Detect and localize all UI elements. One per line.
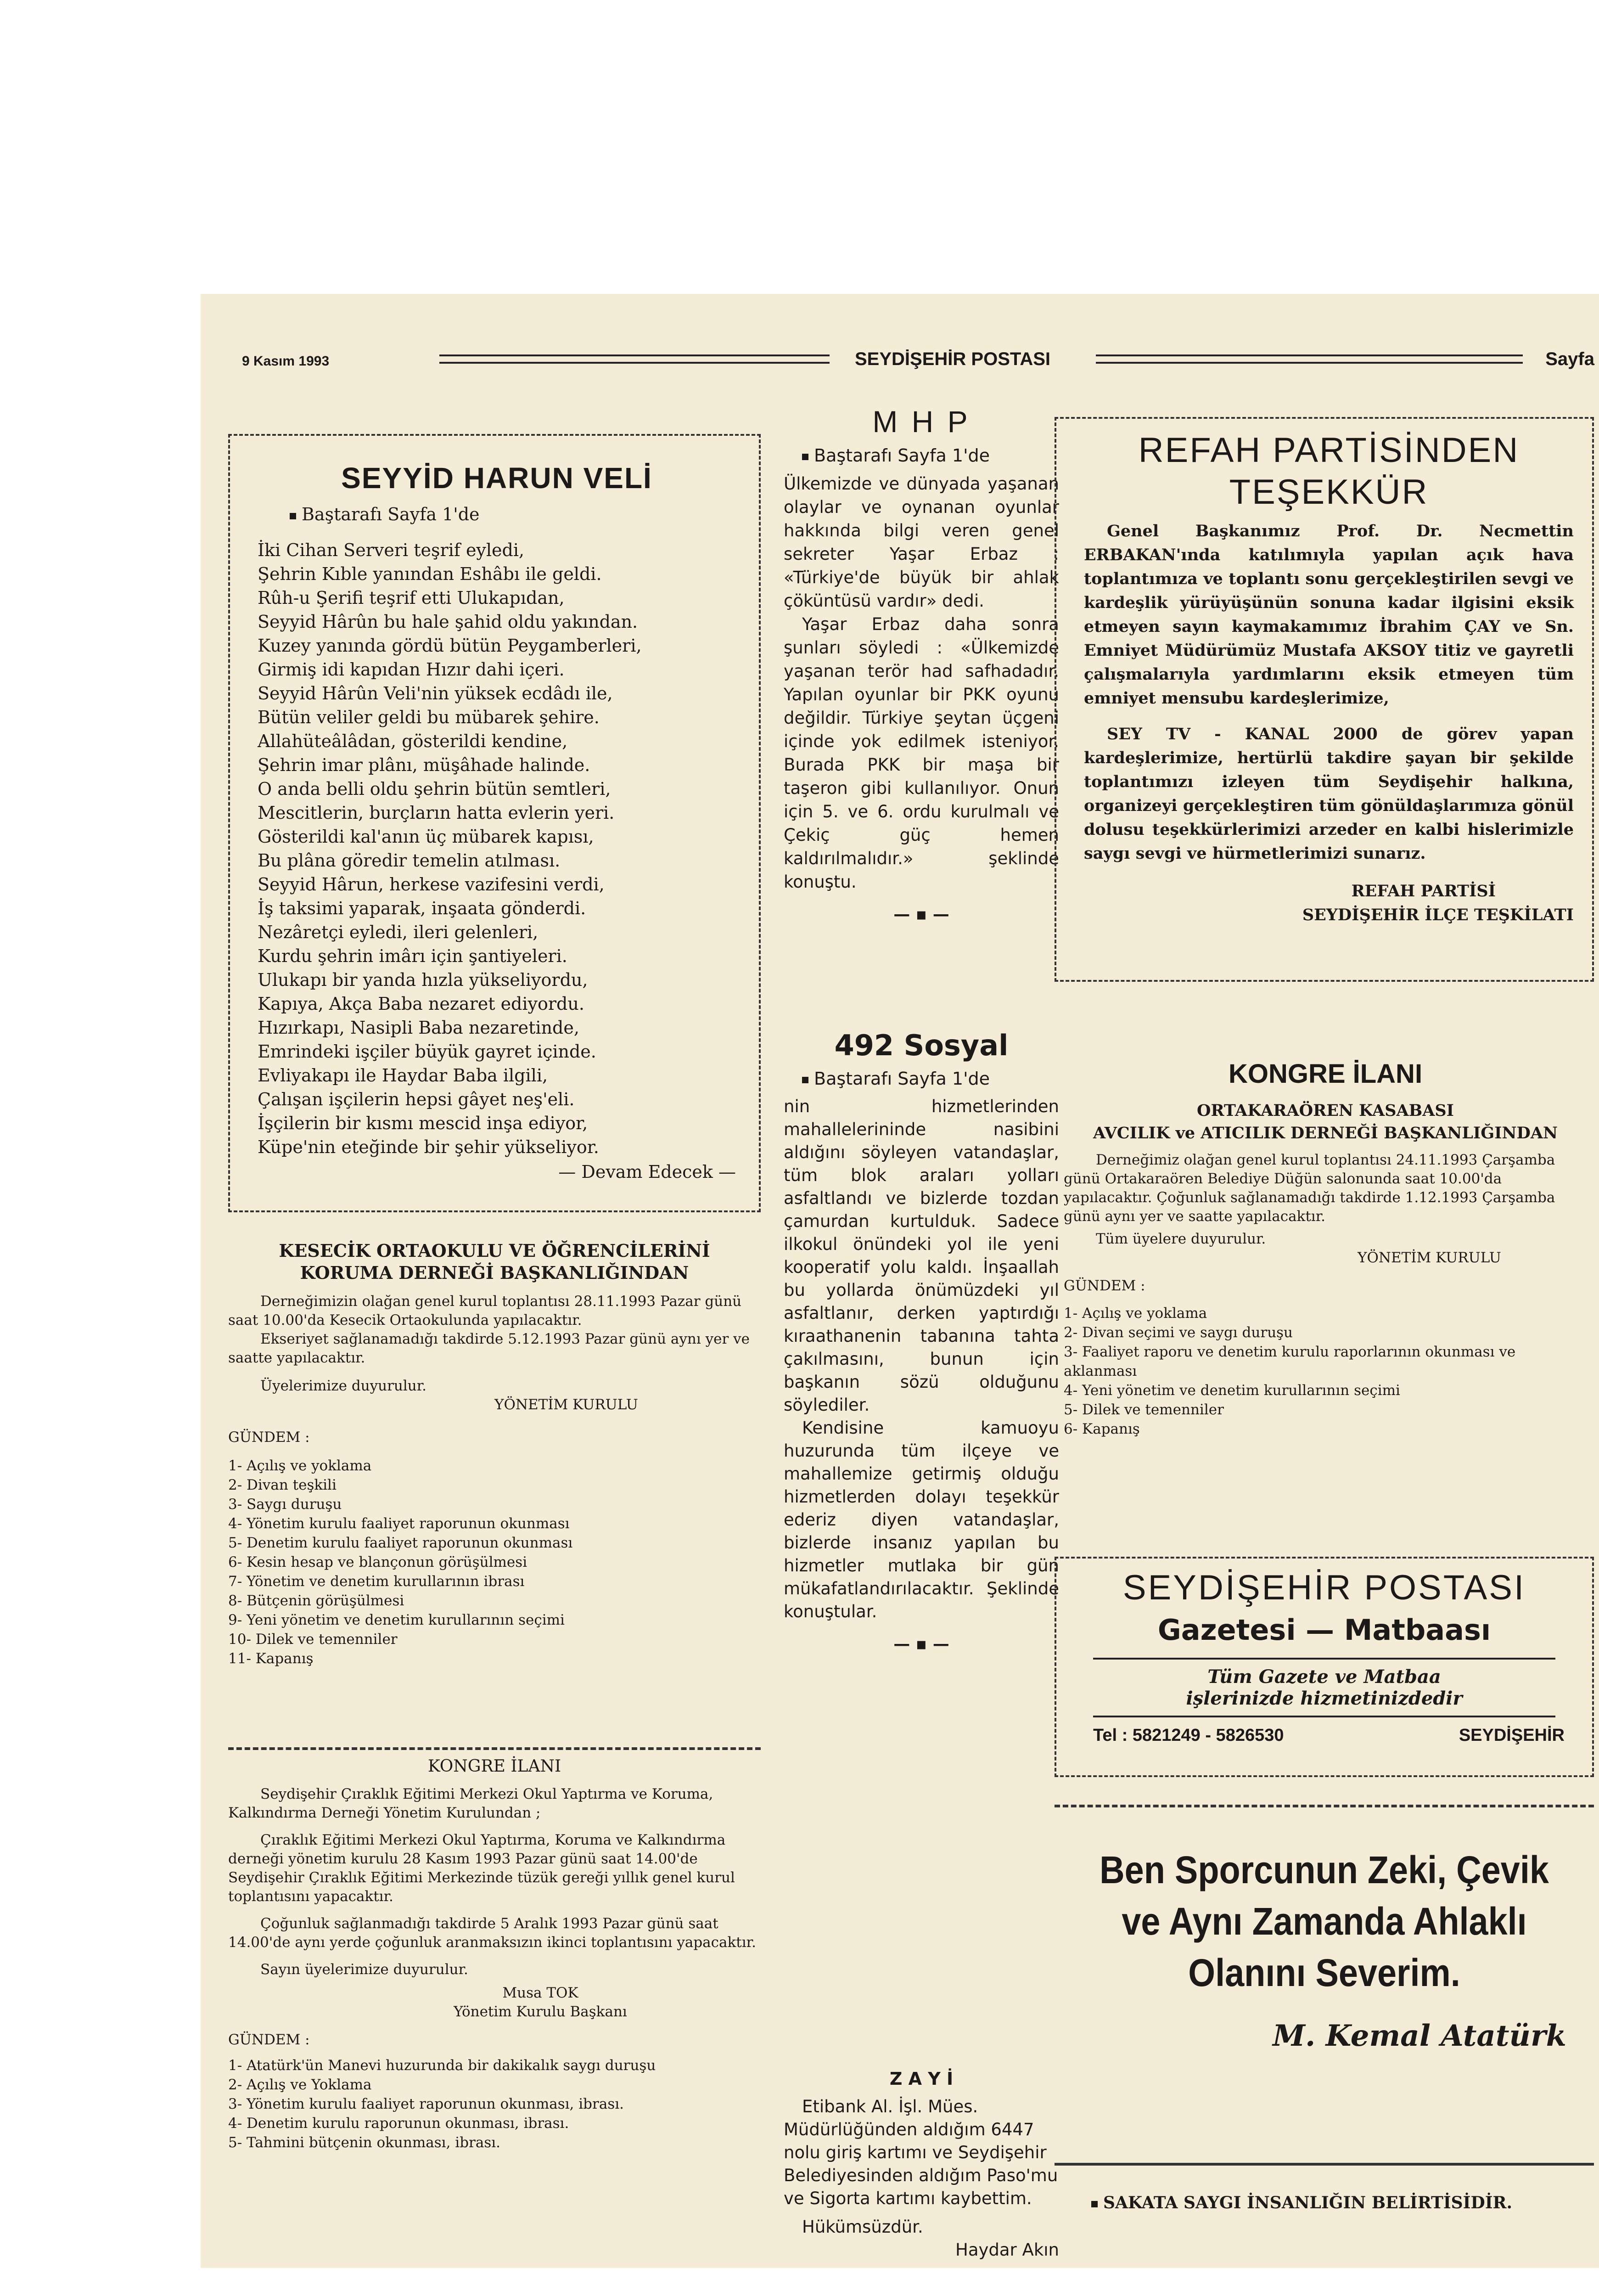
newspaper-page [201,294,1599,2268]
ad-slogan-1: Tüm Gazete ve Matbaa [1207,1666,1441,1688]
kongre-ilani-avcilik [1064,1058,1587,1439]
continued-note [290,504,736,524]
list-item: 1- Açılış ve yoklama [228,1458,372,1474]
bullet-icon [802,454,808,460]
list-item: 11- Kapanış [228,1650,314,1667]
kongre-right-sub-1: ORTAKARAÖREN KASABASI [1196,1101,1454,1120]
list-item: Çalışan işçilerin hepsi gâyet neş'eli. [258,1089,575,1109]
list-item: 8- Bütçenin görüşülmesi [228,1593,404,1609]
kongre-right-paragraph-2: Tüm üyelere duyurulur. [1096,1231,1266,1247]
list-item: 3- Yönetim kurulu faaliyet raporunun okunması, ibrası. [228,2096,624,2112]
zayi-void: Hükümsüzdür. [802,2217,923,2237]
sosyal-paragraph-1: nin hizmetlerinden mahallelerininde nasibini aldığını söyleyen vatandaşlar, tüm blok araları yolları asfaltlandı ve bizlerde tozdan çamurdan kurtulduk. Sadece ilkokul önündeki yol ile yeni kooperatif yolu kaldı. İnşaallah bu yollarda önümüzdeki yıl asfaltlanır, derken yaptırdığı kıraathanenin tabanına tahta çakılmasını, bunun için başkanın sözü olduğunu söylediler. [784,1097,1059,1415]
list-item: 9- Yeni yönetim ve denetim kurullarının seçimi [228,1612,565,1628]
ad-phone: Tel : 5821249 - 5826530 [1093,1726,1284,1745]
list-item: 2- Divan seçimi ve saygı duruşu [1064,1324,1293,1341]
list-item: Seyyid Hârûn Veli'nin yüksek ecdâdı ile, [258,683,613,703]
list-item: Bu plâna göredir temelin atılması. [258,850,561,871]
continue-note: — Devam Edecek — [558,1162,736,1182]
kesecik-agenda-label: GÜNDEM : [228,1429,310,1446]
list-item: 10- Dilek ve temenniler [228,1631,398,1648]
page-label: Sayfa [1545,349,1594,369]
refah-title-2: TEŞEKKÜR [1229,473,1429,512]
mhp-continued [802,445,1059,466]
mhp-continued-text: Baştarafı Sayfa 1'de [814,445,990,466]
seyyid-harun-veli-article [228,434,761,1212]
footer-note-text: SAKATA SAYGI İNSANLIĞIN BELİRTİSİDİR. [1103,2193,1512,2212]
list-item: 1- Açılış ve yoklama [1064,1305,1207,1322]
quote-line-3: Olanını Severim. [1188,1951,1460,1994]
separator: — ▪ — [893,905,949,924]
list-item: 5- Tahmini bütçenin okunması, ibrası. [228,2134,501,2151]
list-item: Şehrin imar plânı, müşâhade halinde. [258,755,590,775]
ad-subtitle: Gazetesi — Matbaası [1157,1613,1491,1647]
kongre-right-agenda [1064,1304,1587,1439]
kesecik-title-2: KORUMA DERNEĞİ BAŞKANLIĞINDAN [300,1262,689,1283]
mhp-title: M H P [872,405,971,439]
sosyal-title: 492 Sosyal [834,1029,1009,1062]
list-item: 5- Dilek ve temenniler [1064,1401,1224,1418]
kongre-left-p1: Seydişehir Çıraklık Eğitimi Merkezi Okul Yaptırma ve Koruma, Kalkındırma Derneği Yönetim Kurulundan ; [228,1786,713,1821]
quote-line-1: Ben Sporcunun Zeki, Çevik [1100,1848,1549,1891]
list-item: 7- Yönetim ve denetim kurullarının ibrası [228,1573,525,1590]
kongre-right-paragraph-1: Derneğimiz olağan genel kurul toplantısı 24.11.1993 Çarşamba günü Ortakaraören Belediye Düğün salonunda saat 10.00'da yapılacaktır. Çoğunluk sağlanamadığı takdirde 1.12.1993 Çarşamba günü aynı yer ve saatte yapılacaktır. [1064,1152,1555,1225]
list-item: Kapıya, Akça Baba nezaret ediyordu. [258,994,584,1014]
kongre-right-title: KONGRE İLANI [1228,1059,1423,1089]
list-item: Seyyid Hârûn bu hale şahid oldu yakından. [258,612,638,632]
poem-body [258,538,736,1159]
refah-title-1: REFAH PARTİSİNDEN [1138,431,1520,470]
list-item: Emrindeki işçiler büyük gayret içinde. [258,1041,596,1062]
sosyal-continued-text: Baştarafı Sayfa 1'de [814,1069,990,1089]
bullet-icon [290,513,296,519]
newspaper-name: SEYDİŞEHİR POSTASI [855,349,1051,369]
list-item: 6- Kesin hesap ve blançonun görüşülmesi [228,1554,527,1570]
list-item: Allahüteâlâdan, gösterildi kendine, [258,731,568,751]
kongre-left-sign-name: Musa TOK [502,1985,578,2001]
ad-divider [1093,1658,1555,1660]
masthead-rule-right [1096,355,1523,364]
list-item: 1- Atatürk'ün Manevi huzurunda bir dakikalık saygı duruşu [228,2057,656,2074]
mhp-paragraph-1: Ülkemizde ve dünyada yaşanan olaylar ve oynanan oyunlar hakkında bilgi veren genel sekreter Yaşar Erbaz : «Türkiye'de büyük bir ahlak çöküntüsü vardır» dedi. [784,474,1059,611]
separator: — ▪ — [893,1635,949,1654]
sosyal-paragraph-2: Kendisine kamuoyu huzurunda tüm ilçeye ve mahallemize getirmiş olduğu hizmetlerden dolayı teşekkür ederiz diyen vatandaşlar, bizlerde insanız yapılan bu hizmetler mutlaka bir gün mükafatlandırılacaktır. Şeklinde konuştular. [784,1418,1059,1621]
list-item: 3- Faaliyet raporu ve denetim kurulu raporlarının okunması ve aklanması [1064,1344,1516,1379]
list-item: 2- Divan teşkili [228,1477,337,1493]
ataturk-quote [1055,1805,1594,2053]
refah-signature-1: REFAH PARTİSİ [1351,882,1496,900]
seydisehir-postasi-ad [1055,1557,1594,1777]
sosyal-continued [802,1069,1059,1089]
ad-city: SEYDİŞEHİR [1459,1726,1565,1745]
kongre-ilani-cirakllik [228,1747,761,2152]
list-item: Hızırkapı, Nasipli Baba nezaretinde, [258,1018,579,1038]
kongre-right-sub-2: AVCILIK ve ATICILIK DERNEĞİ BAŞKANLIĞINDAN [1093,1124,1558,1142]
quote-line-2: ve Aynı Zamanda Ahlaklı [1122,1900,1527,1943]
ad-contact-row [1075,1726,1574,1749]
ad-title: SEYDİŞEHİR POSTASI [1122,1568,1526,1607]
kesecik-title-1: KESECİK ORTAOKULU VE ÖĞRENCİLERİNİ [279,1240,710,1261]
list-item: 4- Yönetim kurulu faaliyet raporunun okunması [228,1515,570,1532]
list-item: 2- Açılış ve Yoklama [228,2077,372,2093]
kesecik-announcement [228,1240,761,1668]
list-item: Bütün veliler geldi bu mübarek şehire. [258,707,600,727]
list-item: 3- Saygı duruşu [228,1496,342,1513]
quote-author: M. Kemal Atatürk [1273,2019,1566,2053]
continued-text: Baştarafı Sayfa 1'de [302,504,480,524]
list-item: Şehrin Kıble yanından Eshâbı ile geldi. [258,564,602,584]
zayi-title: Z A Y İ [889,2069,954,2089]
zayi-paragraph: Etibank Al. İşl. Mües. Müdürlüğünden aldığım 6447 nolu giriş kartımı ve Seydişehir Belediyesinden aldığım Paso'mu ve Sigorta kartımı kaybettim. [784,2097,1058,2208]
list-item: Küpe'nin eteğinde bir şehir yükseliyor. [258,1137,599,1157]
list-item: Nezâretçi eyledi, ileri gelenleri, [258,922,539,942]
list-item: 5- Denetim kurulu faaliyet raporunun okunması [228,1535,573,1551]
list-item: İki Cihan Serveri teşrif eyledi, [258,540,525,560]
list-item: 6- Kapanış [1064,1421,1140,1437]
zayi-notice [784,2069,1059,2262]
kongre-left-p4: Sayın üyelerimize duyurulur. [260,1961,468,1978]
ad-divider [1093,1716,1555,1717]
zayi-signature: Haydar Akın [955,2240,1059,2260]
refah-partisi-tesekkur [1055,417,1594,982]
list-item: Kurdu şehrin imârı için şantiyeleri. [258,946,567,966]
mhp-article [784,404,1059,924]
kongre-left-agenda-label: GÜNDEM : [228,2032,310,2048]
kongre-left-p2: Çıraklık Eğitimi Merkezi Okul Yaptırma, Koruma ve Kalkındırma derneği yönetim kurulu 28 Kasım 1993 Pazar günü saat 14.00'de Seydişehir Çıraklık Eğitimi Merkezinde tüzük gereği yıllık genel kurul toplantısını yapacaktır. [228,1832,735,1905]
ad-slogan-2: işlerinizde hizmetinizdedir [1186,1688,1463,1709]
kesecik-paragraph-1: Derneğimizin olağan genel kurul toplantısı 28.11.1993 Pazar günü saat 10.00'da Kesecik Ortaokulunda yapılacaktır. [228,1293,742,1328]
list-item: O anda belli oldu şehrin bütün semtleri, [258,779,611,799]
list-item: 4- Denetim kurulu raporunun okunması, ibrası. [228,2115,569,2132]
footer-right-note [1055,2163,1594,2212]
issue-date: 9 Kasım 1993 [242,354,330,369]
list-item: Kuzey yanında gördü bütün Peygamberleri, [258,636,642,656]
list-item: İş taksimi yaparak, inşaata gönderdi. [258,898,586,918]
refah-signature-2: SEYDİŞEHİR İLÇE TEŞKİLATI [1302,906,1574,924]
list-item: Gösterildi kal'anın üç mübarek kapısı, [258,827,594,847]
kongre-right-agenda-label: GÜNDEM : [1064,1277,1145,1294]
bullet-icon [802,1077,808,1083]
refah-paragraph-1: Genel Başkanımız Prof. Dr. Necmettin ERBAKAN'ında katılımıyla yapılan açık hava toplantımıza ve toplantı sonu gerçekleştirilen sevgi ve kardeşlik yürüyüşünün sonuna kadar ilgisini eksik etmeyen sayın kaymakamımız İbrahim ÇAY ve Sn. Emniyet Müdürümüz Mustafa AKSOY titiz ve gayretli çalışmalarıyla yardımlarını eksik etmeyen tüm emniyet mensubu kardeşlerimize, [1084,522,1574,708]
kesecik-paragraph-2: Ekseriyet sağlanamadığı takdirde 5.12.1993 Pazar günü aynı yer ve saatte yapılacaktır. [228,1331,750,1366]
list-item: Ulukapı bir yanda hızla yükseliyordu, [258,970,588,990]
refah-paragraph-2: SEY TV - KANAL 2000 de görev yapan kardeşlerimize, hertürlü takdire şayan bir şekilde toplantımızı izleyen tüm Seydişehir halkına, organizeyi gerçekleştiren tüm gönüldaşlarımıza gönül dolusu teşekkürlerimizi arzeder en kalbi hislerimizle saygı sevgi ve hürmetlerimizi sunarız. [1084,725,1574,863]
sosyal-article [784,1029,1059,1654]
masthead-rule-left [439,355,830,364]
masthead [201,349,1599,386]
list-item: İşçilerin bir kısmı mescid inşa ediyor, [258,1113,588,1133]
list-item: 4- Yeni yönetim ve denetim kurullarının seçimi [1064,1382,1400,1399]
kongre-left-agenda [228,2056,761,2152]
footer-note [1091,2193,1594,2212]
kesecik-signature: YÖNETİM KURULU [494,1396,638,1413]
kongre-left-p3: Çoğunluk sağlanmadığı takdirde 5 Aralık 1993 Pazar günü saat 14.00'de aynı yerde çoğunluk aranmaksızın ikinci toplantısını yapacaktır. [228,1915,756,1951]
list-item: Rûh-u Şerifi teşrif etti Ulukapıdan, [258,588,565,608]
bullet-icon [1091,2201,1098,2207]
kongre-left-sign-title: Yönetim Kurulu Başkanı [454,2003,627,2020]
kongre-right-signature: YÖNETİM KURULU [1358,1249,1501,1266]
mhp-paragraph-2: Yaşar Erbaz daha sonra şunları söyledi : «Ülkemizde yaşanan terör had safhadadır. Yapılan oyunlar bir PKK oyunu değildir. Türkiye şeytan üçgeni içinde yok edilmek isteniyor. Burada PKK bir maşa bir taşeron gibi kullanılıyor. Onun için 5. ve 6. ordu kurulmalı ve Çekiç güç hemen kaldırılmalıdır.» şeklinde konuştu. [784,614,1059,892]
article-title: SEYYİD HARUN VELİ [341,461,652,495]
list-item: Evliyakapı ile Haydar Baba ilgili, [258,1065,548,1086]
list-item: Girmiş idi kapıdan Hızır dahi içeri. [258,659,565,680]
list-item: Seyyid Hârun, herkese vazifesini verdi, [258,874,605,895]
kongre-left-title: KONGRE İLANI [427,1757,561,1776]
kesecik-paragraph-3: Üyelerimize duyurulur. [260,1378,427,1394]
list-item: Mescitlerin, burçların hatta evlerin yeri. [258,803,615,823]
kesecik-agenda [228,1456,761,1668]
